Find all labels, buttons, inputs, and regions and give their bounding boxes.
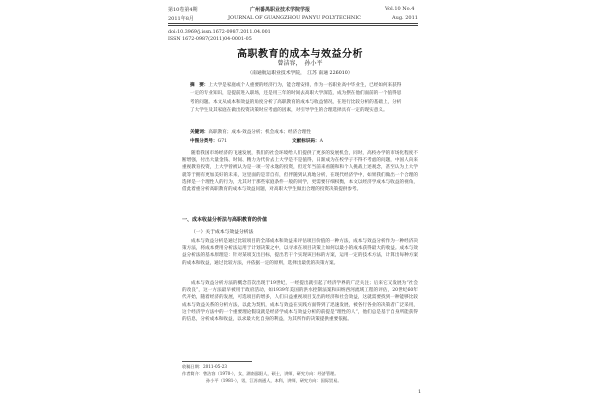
section-heading: 一、成本收益分析法与高职教育的价值 — [182, 217, 268, 223]
header-date-en: Aug. 2011 — [392, 15, 418, 21]
paper-title: 高职教育的成本与效益分析 — [237, 49, 363, 60]
intro-paragraph: 随着我国市场经济的飞速发展，我们的社会环境给人们提供了更多的发展机会，同时，高校办学的市场化程度不断增强，付出大量金钱、时间、精力为代价去上大学是不是值得，日渐成为在校学子不得不考虑的问题，中国人向来重视教育投资，上大学曾被认为是一项一劳永逸的投资，但近年当前来看随和和个人挑战上述观念，甚至认为上大学就等于拥有更加美好的未来，这里面的是非自有，但伴随到认真地分析，在现代经济学中，如果我们做出一个合理的选择是一个理性人的行为，尤其对于那些家庭条件一般的同学，更需要仔细权衡，本文以经济学成本与收益的视角，借此着重分析高职教育的成本与效益问题，对高职大学生做出合理的投资决策提供参考。 — [182, 151, 418, 193]
clc-value: G71 — [217, 139, 228, 144]
keywords-label: 关键词： — [190, 130, 209, 135]
header-volume-cn: 第10卷第4期 — [168, 7, 198, 13]
classification — [190, 138, 402, 146]
doc-code-label: 文献标识码： — [292, 139, 320, 144]
body-paragraph-2: 成本与效益分析方法的概念首次出现于19世纪，一经提出就引起了经济学界的广泛关注；后来它又发展为“社会的改良”，这一方法最早被用于政府活动，如1939年美国的洪水控制法案和田纳西河流域工程的评估，20世纪60年代开始，随着经济的发展，可选项目的增多，人们日益重视项目支出的经济和社会效益，这就需要找到一种能够比较成本与效益关系的分析方法，以此为契机，成本与效益在实践方面得到了迅速发展，被各行各业的决策者广泛采用，这个经济学方法中的一个重要理论假设就是经济学成本与效益分析的前提是“理性的人”，他们总是基于自身所能获得的信息，分析成本和收益，以求最大化自身的利益，为其所作的决策提供重要依据。 — [182, 281, 418, 323]
body-paragraph-1: 成本与效益分析是通过比较项目的全部成本和效益来评估项目价值的一种方法，成本与效益分析作为一种经济决策方法，将成本费用分析法运用于计划决策之中，以寻求在项目决策上如何以最小的成本获得最大的收益。成本与效益分析法的基本原理是：针对某项支出目标，提出若干个实现该目标的方案，运用一定的技术方法，计算出每种方案的成本和收益，通过比较方法，并依据一定的原则，选择出最优的决策方案。 — [182, 239, 418, 266]
header-journal-cn: 广州番禺职业技术学院学报 — [250, 7, 311, 13]
header-volume-en: Vol.10 No.4 — [385, 6, 415, 12]
footnote-author2: 孙小平（1981-），男，江苏南通人，本科，讲师，研究方向：国际贸易。 — [206, 378, 342, 383]
keywords-text: 高职教育；成本-效益分析；机会成本；经济合理性 — [208, 130, 312, 135]
author-line: 曾洁容， 孙小平 — [277, 60, 323, 67]
abstract-text: 上大学是家庭或个人重要的经济行为，能合理安排，作为一名职业高中毕业生，已经如何来获得一定的专业知识，是提前进入职场，还是用三年的时间去高职大学深造，成为摆在他们面前的一个值得思考的问题。本文从成本和效益的角度分析了高职教育的成本与收益情况，在进行比较分析的基础上，分析了大学生及其家庭在做出投资决策时应考虑的因素，对引导学生的合理选择具有一定的现实意义。 — [190, 83, 402, 114]
subsection-heading: （一）关于成本与效益分析法 — [191, 230, 254, 235]
header-journal-en: JOURNAL OF GUANGZHOU PANYU POLYTECHNIC — [228, 15, 362, 21]
keywords — [190, 129, 402, 137]
page-number: 1 — [418, 389, 422, 395]
header-date-cn: 2011年8月 — [168, 16, 194, 22]
doi-line: doi:10.3969/j.issn.1672-0987.2011.04.001 — [168, 30, 271, 35]
abstract-label: 摘 要： — [190, 83, 209, 88]
footnote-received: 收稿日期：2011-05-23 — [182, 364, 228, 369]
doc-code-value: A — [319, 139, 323, 144]
affiliation-line: （南通航运职业技术学院， 江苏 南通 226010） — [247, 71, 353, 76]
footnote-author1: 作者简介：曾洁容（1970-），女，湖南邵阳人，硕士，讲师，研究方向：经济管理。 — [182, 371, 339, 376]
footnote-rule — [182, 361, 252, 362]
abstract — [190, 82, 402, 116]
header-rule-bottom — [168, 25, 418, 26]
clc-label: 中图分类号： — [190, 139, 218, 144]
issn-line: ISSN 1672-0987(2011)04-0001-05 — [168, 37, 252, 42]
header-rule-top — [168, 23, 418, 24]
